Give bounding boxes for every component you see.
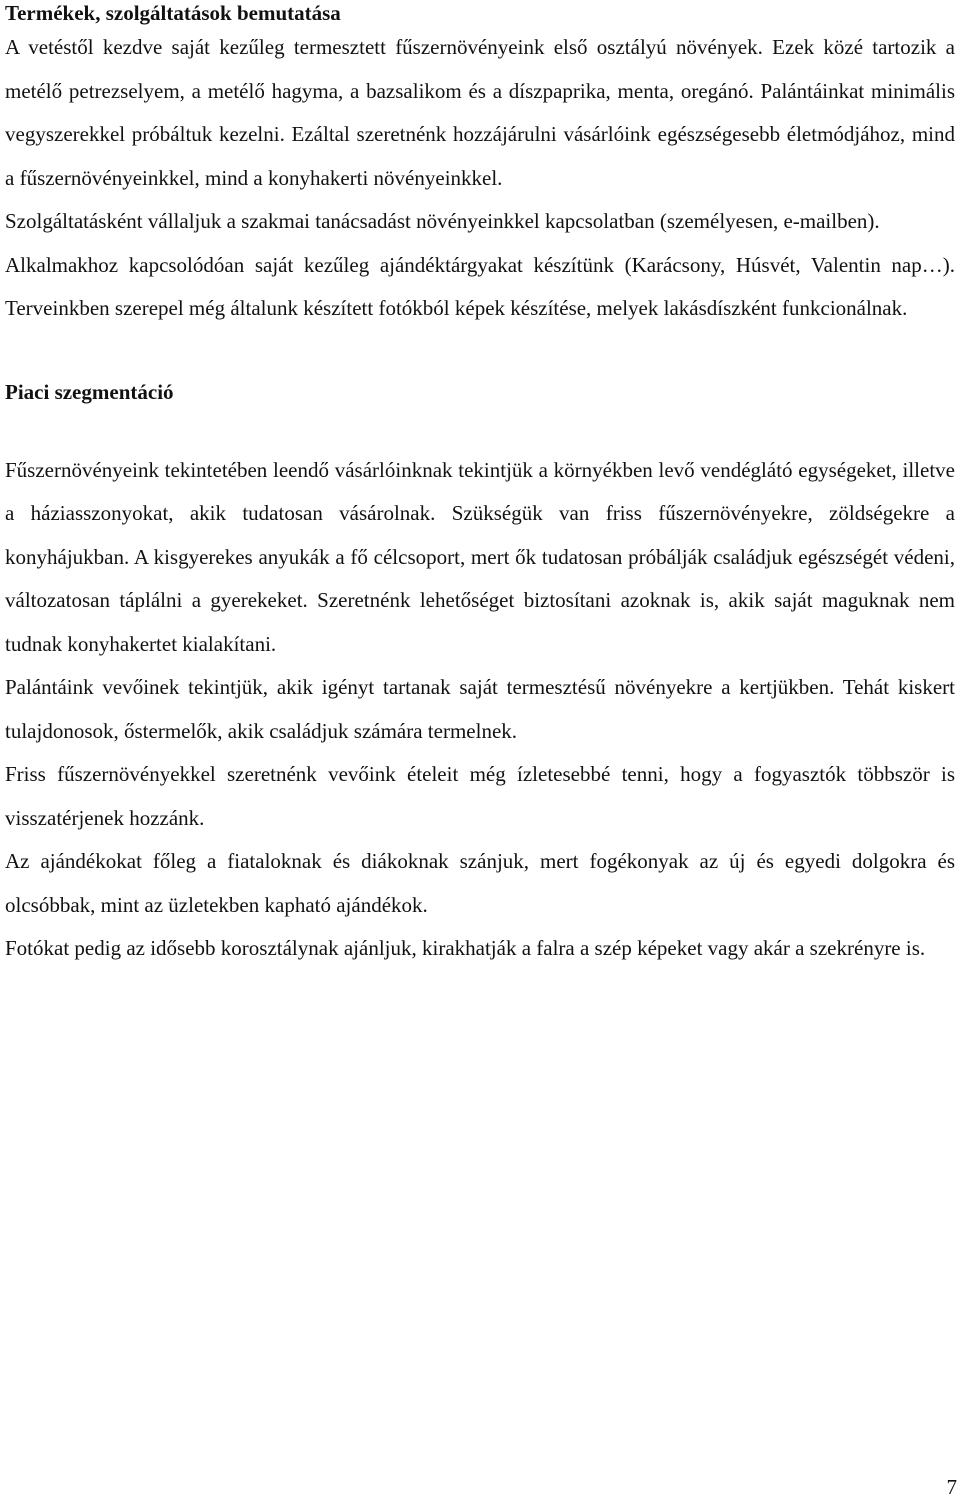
page-content (5, 0, 955, 971)
paragraph-gifts: Alkalmakhoz kapcsolódóan saját kezűleg ajándéktárgyakat készítünk (Karácsony, Húsvét, Valentin nap…). Terveinkben szerepel még általunk készített fotókból képek készítése, melyek lakásdíszként funkcionálnak. (5, 252, 955, 320)
paragraph-seedling-customers: Palántáink vevőinek tekintjük, akik igényt tartanak saját termesztésű növényekre a kertjükben. Tehát kiskert tulajdonosok, őstermelők, akik családjuk számára termelnek. (5, 675, 955, 743)
paragraph-fresh-herbs: Friss fűszernövényekkel szeretnénk vevőink ételeit még ízletesebbé tenni, hogy a fogyasztók többször is visszatérjenek hozzánk. (5, 762, 955, 830)
page-number: 7 (946, 1475, 957, 1499)
paragraph-services: Szolgáltatásként vállaljuk a szakmai tanácsadást növényeinkkel kapcsolatban (személyesen, e-mailben). (5, 209, 880, 233)
paragraph-herb-customers: Fűszernövényeink tekintetében leendő vásárlóinknak tekintjük a környékben levő vendéglátó egységeket, illetve a háziasszonyokat, akik tudatosan vásárolnak. Szükségük van friss fűszernövényekre, zöldségekre a konyhájukban. A kisgyerekes anyukák a fő célcsoport, mert ők tudatosan próbálják családjuk egészségét védeni, változatosan táplálni a gyerekeket. Szeretnénk lehetőséget biztosítani azoknak is, akik saját maguknak nem tudnak konyhakertet kialakítani. (5, 457, 955, 656)
paragraph-gift-audience: Az ajándékokat főleg a fiataloknak és diákoknak szánjuk, mert fogékonyak az új és egyedi dolgokra és olcsóbbak, mint az üzletekben kapható ajándékok. (5, 849, 955, 917)
section-title-segmentation: Piaci szegmentáció (5, 379, 174, 404)
section-title-products: Termékek, szolgáltatások bemutatása (5, 1, 341, 25)
paragraph-photo-audience: Fotókat pedig az idősebb korosztálynak ajánljuk, kirakhatják a falra a szép képeket vagy akár a szekrényre is. (5, 936, 926, 960)
paragraph-products-intro: A vetéstől kezdve saját kezűleg termesztett fűszernövényeink első osztályú növények. Ezek közé tartozik a metélő petrezselyem, a metélő hagyma, a bazsalikom és a díszpaprika, menta, oregánó. Palántáinkat minimális vegyszerekkel próbáltuk kezelni. Ezáltal szeretnénk hozzájárulni vásárlóink egészségesebb életmódjához, mind a fűszernövényeinkkel, mind a konyhakerti növényeinkkel. (5, 35, 955, 190)
